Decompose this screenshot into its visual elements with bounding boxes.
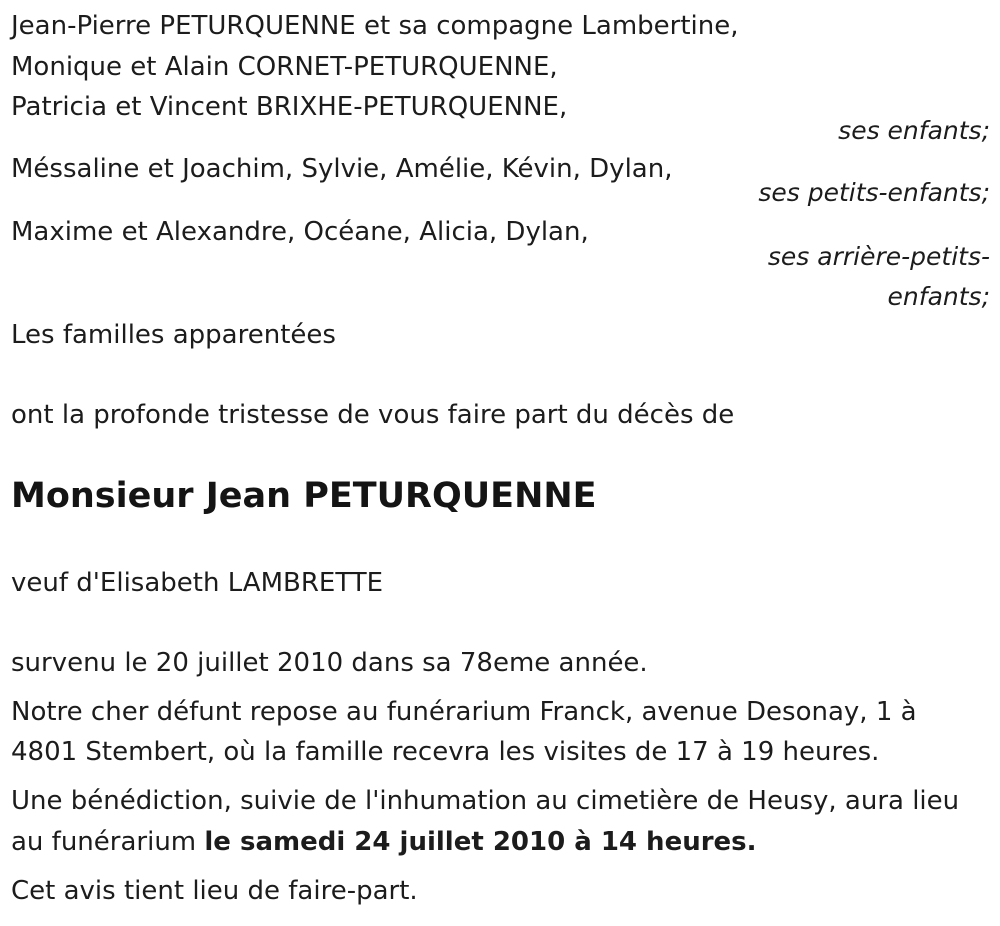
closing-line: Cet avis tient lieu de faire-part. xyxy=(11,876,418,906)
children-role: ses enfants; xyxy=(838,116,990,145)
death-date-line: survenu le 20 juillet 2010 dans sa 78eme année. xyxy=(11,648,648,678)
deceased-name: Monsieur Jean PETURQUENNE xyxy=(11,476,597,516)
children-line-2: Monique et Alain CORNET-PETURQUENNE, xyxy=(11,52,558,82)
announcement-line: ont la profonde tristesse de vous faire part du décès de xyxy=(11,400,735,430)
ceremony-date-time: le samedi 24 juillet 2010 à 14 heures. xyxy=(204,827,757,857)
rest-line-1: Notre cher défunt repose au funérarium Franck, avenue Desonay, 1 à xyxy=(11,697,917,727)
grandchildren-line: Méssaline et Joachim, Sylvie, Amélie, Kévin, Dylan, xyxy=(11,154,673,184)
great-grandchildren-line: Maxime et Alexandre, Océane, Alicia, Dylan, xyxy=(11,217,589,247)
children-line-1: Jean-Pierre PETURQUENNE et sa compagne Lambertine, xyxy=(11,11,739,41)
families-line: Les familles apparentées xyxy=(11,320,336,350)
great-grandchildren-role-line2: enfants; xyxy=(887,282,990,311)
widower-line: veuf d'Elisabeth LAMBRETTE xyxy=(11,568,384,598)
children-line-3: Patricia et Vincent BRIXHE-PETURQUENNE, xyxy=(11,92,568,122)
ceremony-line-1: Une bénédiction, suivie de l'inhumation au cimetière de Heusy, aura lieu xyxy=(11,786,960,816)
rest-line-2: 4801 Stembert, où la famille recevra les visites de 17 à 19 heures. xyxy=(11,737,880,767)
ceremony-line-2-prefix: au funérarium xyxy=(11,827,205,857)
ceremony-line-2 xyxy=(11,829,757,855)
grandchildren-role: ses petits-enfants; xyxy=(758,178,990,207)
great-grandchildren-role-line1: ses arrière-petits- xyxy=(767,242,990,271)
